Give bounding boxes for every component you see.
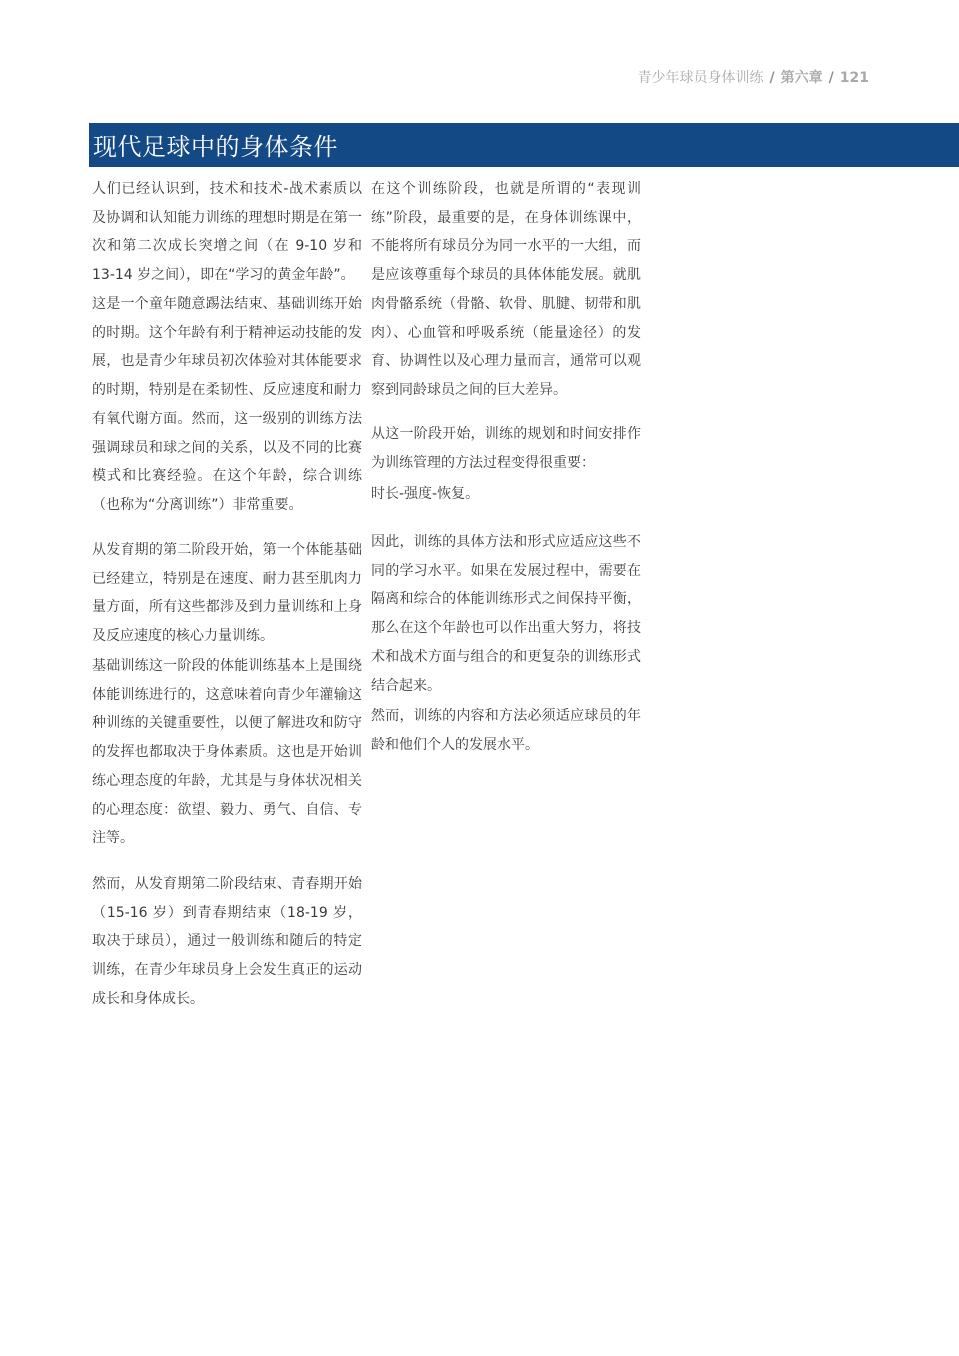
header-separator: / <box>769 70 775 86</box>
paragraph: 因此，训练的具体方法和形式应适应这些不同的学习水平。如果在发展过程中，需要在隔离和综合的体能训练形式之间保持平衡，那么在这个年龄也可以作出重大努力，将技术和战术方面与组合的和更复杂的训练形式结合起来。 <box>371 534 641 694</box>
paragraph: 然而，从发育期第二阶段结束、青春期开始（15-16 岁）到青春期结束（18-19 岁，取决于球员），通过一般训练和随后的特定训练，在青少年球员身上会发生真正的运动成长和身体成长。 <box>92 876 362 1007</box>
paragraph: 时长-强度-恢复。 <box>371 486 480 502</box>
left-paragraph-1 <box>92 175 362 290</box>
section-title-bar <box>89 123 959 167</box>
page-number: 121 <box>839 70 869 86</box>
paragraph: 然而，训练的内容和方法必须适应球员的年龄和他们个人的发展水平。 <box>371 708 641 753</box>
book-title: 青少年球员身体训练 <box>637 70 764 86</box>
left-paragraph-5 <box>92 870 362 1014</box>
right-paragraph-2 <box>371 420 641 477</box>
left-paragraph-4 <box>92 652 362 853</box>
left-paragraph-2 <box>92 290 362 520</box>
paragraph: 基础训练这一阶段的体能训练基本上是围绕体能训练进行的，这意味着向青少年灌输这种训练的关键重要性，以便了解进攻和防守的发挥也都取决于身体素质。这也是开始训练心理态度的年龄，尤其是与身体状况相关的心理态度：欲望、毅力、勇气、自信、专注等。 <box>92 658 362 847</box>
paragraph: 从这一阶段开始，训练的规划和时间安排作为训练管理的方法过程变得很重要： <box>371 426 641 471</box>
right-paragraph-1 <box>371 175 641 405</box>
running-header <box>638 67 869 87</box>
right-paragraph-4 <box>371 528 641 700</box>
paragraph: 从发育期的第二阶段开始，第一个体能基础已经建立，特别是在速度、耐力甚至肌肉力量方面，所有这些都涉及到力量训练和上身及反应速度的核心力量训练。 <box>92 542 362 645</box>
section-title: 现代足球中的身体条件 <box>93 133 338 161</box>
left-paragraph-3 <box>92 536 362 651</box>
right-paragraph-3 <box>371 480 641 509</box>
paragraph: 在这个训练阶段，也就是所谓的“表现训练”阶段，最重要的是，在身体训练课中，不能将所有球员分为同一水平的一大组，而是应该尊重每个球员的具体体能发展。就肌肉骨骼系统（骨骼、软骨、肌腱、韧带和肌肉）、心血管和呼吸系统（能量途径）的发育、协调性以及心理力量而言，通常可以观察到同龄球员之间的巨大差异。 <box>371 181 641 398</box>
header-separator: / <box>828 70 834 86</box>
paragraph: 这是一个童年随意踢法结束、基础训练开始的时期。这个年龄有利于精神运动技能的发展，也是青少年球员初次体验对其体能要求的时期，特别是在柔韧性、反应速度和耐力有氧代谢方面。然而，这一级别的训练方法强调球员和球之间的关系，以及不同的比赛模式和比赛经验。在这个年龄，综合训练（也称为“分离训练”）非常重要。 <box>92 296 362 513</box>
paragraph: 人们已经认识到，技术和技术-战术素质以及协调和认知能力训练的理想时期是在第一次和第二次成长突增之间（在 9-10 岁和 13-14 岁之间），即在“学习的黄金年龄”。 <box>92 181 362 284</box>
chapter-label: 第六章 <box>780 70 823 86</box>
right-paragraph-5 <box>371 702 641 759</box>
